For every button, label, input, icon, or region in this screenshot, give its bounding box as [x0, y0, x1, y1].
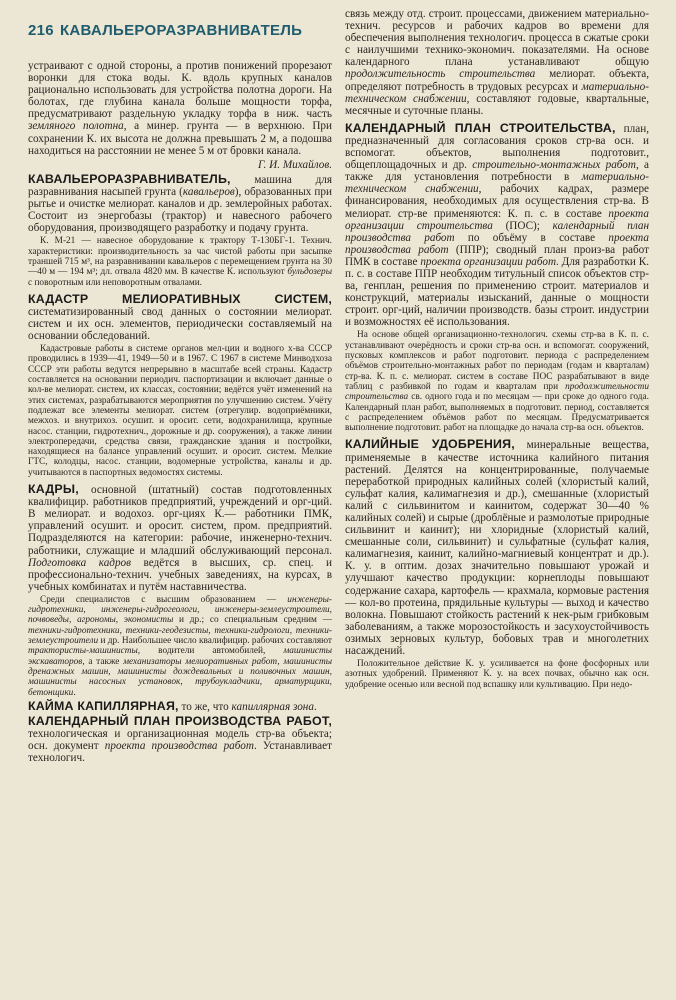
- entry-headword: КАДРЫ,: [28, 482, 79, 497]
- running-header: [28, 22, 302, 39]
- entry-kalendarny-plan-stroitelstva: КАЛЕНДАРНЫЙ ПЛАН СТРОИТЕЛЬСТВА, план, предназначенный для согласования сроков стр-ва осн. и вспомогат. объектов, выполнения подготовит., общеплощадочных и др. строительно-монтажных работ, а также для установления потребности в материально-техническом снабжении, рабочих кадрах, размере финансирования, необходимых для осуществления стр-ва. В мелиорат. стр-ве применяются: К. п. с. в составе проекта организации строительства (ПОС); календарный план производства работ по объёму в составе проекта производства работ (ППР); сводный план произ-ва работ ПМК в составе проекта организации работ. Для разработки К. п. с. в составе ППР необходим титульный список объектов стр-ва, генплан, решения по применению строит. материалов и конструкций, материалы изысканий, данные о мощности строит. орг-ций, наличии производств. базы строит. индустрии и возможностях её использования.: [345, 120, 649, 329]
- entry-kavalierorazravnivatel: КАВАЛЬЕРОРАЗРАВНИВАТЕЛЬ, машина для разравнивания насыпей грунта (кавальеров), образованных при рытье и очистке мелиорат. каналов и др. землеройных работах. Состоит из энергобазы (трактор) и навесного рабочего оборудования, производящего разработку и подачу грунта.: [28, 171, 332, 235]
- entry-small-text: На основе общей организационно-технологич. схемы стр-ва в К. п. с. устанавливают очерёдность и сроки стр-ва осн. и вспомогат. сооружений, пусковых комплексов и работ подготовит. периода с распределением объёмов строительно-монтажных работ по периодам (годам и кварталам) стр-ва. К. п. с. мелиорат. систем в составе ПОС разрабатывают в виде таблиц с разбивкой по годам и кварталам при продолжительности строительства св. одного года и по месяцам — при сроке до одного года. Календарный план работ, выполняемых в подготовит. период, составляется с распределением объёмов работ по месяцам. Предусматривается выполнение подготовит. работ на площадке до начала стр-ва осн. объектов.: [345, 330, 649, 434]
- entry-headword: КАЛИЙНЫЕ УДОБРЕНИЯ,: [345, 437, 515, 452]
- entry-kaliynye-udobreniya: КАЛИЙНЫЕ УДОБРЕНИЯ, минеральные вещества, применяемые в качестве источника калийного питания растений. Делятся на концентрированные, получаемые переработкой природных калийных солей (хлористый калий, сульфат калия, калимагнезия и др.), смешанные (хлористый калий с сильвинитом и каинитом, содержат 30—40 % калийных солей) и сырые (дроблёные и размолотые природные сильвинит и каинит); ни хлоридные (хлористый калий, смешанные соли, сильвинит) и сульфатные (сульфат калия, калимагнезия, каинит, калийно-магниевый концентрат и др.). К. у. в оптим. дозах значительно повышают урожай и улучшают качество продукции: корнеплоды повышают содержание сахара, картофель — крахмала, кормовые растения — кол-во протеина, прядильные культуры — выход и качество волокна. Повышают стойкость растений к нек-рым грибковым заболеваниям, а также морозостойкость и засухоустойчивость озимых зерновых культур, бобовых трав и многолетних насаждений.: [345, 437, 649, 657]
- entry-headword: КАЛЕНДАРНЫЙ ПЛАН ПРОИЗВОДСТВА РАБОТ,: [28, 713, 332, 728]
- entry-kaima-kapillyarnaya: КАЙМА КАПИЛЛЯРНАЯ, то же, что капиллярная зона.: [28, 698, 317, 713]
- entry-kalendarny-plan-proizvodstva-cont: связь между отд. строит. процессами, движением материально-технич. ресурсов и рабочих кадров во времени для обеспечения выполнения технологич. процесса в сжатые сроки с наилучшими технико-экономич. показателями. На основе календарного плана устанавливают общую продолжительность строительства мелиорат. объекта, определяют потребность в трудовых ресурсах и материально-техническом снабжении, составляют годовые, квартальные, месячные и суточные планы.: [345, 8, 649, 117]
- left-column: [28, 60, 332, 985]
- entry-kavalier-continuation: устраивают с одной стороны, а против понижений прорезают воронки для стока воды. К. вдоль крупных каналов рационально использовать для устройства полотна дороги. На болотах, где глубина канала больше мощности торфа, предусматривают раздельную укладку торфа в ниж. часть земляного полотна, а минер. грунта — в верхнюю. При сохранении К. их высота не должна превышать 2 м, а подошва находиться на расстоянии не менее 5 м от бровки канала.: [28, 60, 332, 157]
- entry-headword: КАЙМА КАПИЛЛЯРНАЯ,: [28, 698, 179, 713]
- entry-kalendarny-plan-proizvodstva: КАЛЕНДАРНЫЙ ПЛАН ПРОИЗВОДСТВА РАБОТ, технологическая и организационная модель стр-ва объекта; осн. документ проекта производства работ. Устанавливает технологич.: [28, 713, 332, 765]
- author-signature: Г. И. Михайлов.: [258, 158, 332, 171]
- running-title: КАВАЛЬЕРОРАЗРАВНИВАТЕЛЬ: [59, 22, 303, 39]
- entry-kadastr: КАДАСТР МЕЛИОРАТИВНЫХ СИСТЕМ, систематизированный свод данных о состоянии мелиорат. систем и их осн. элементов, периодически составляемый на основании обследований.: [28, 291, 332, 343]
- entry-headword: КАВАЛЬЕРОРАЗРАВНИВАТЕЛЬ,: [28, 171, 231, 186]
- entry-small-text: К. М-21 — навесное оборудование к трактору Т-130БГ-1. Технич. характеристики: производительность за час чистой работы при засыпке траншей 715 м³, на разравнивании кавальеров с перемещением грунта на 30—40 м — 194 м³; дл. отвала 4820 мм. В качестве К. используют бульдозеры с поворотным или неповоротным отвалами.: [28, 236, 332, 288]
- entry-headword: КАЛЕНДАРНЫЙ ПЛАН СТРОИТЕЛЬСТВА,: [345, 120, 616, 135]
- entry-small-text: Среди специалистов с высшим образованием — инженеры-гидротехники, инженеры-гидрогеологи, инженеры-землеустроители, почвоведы, агрономы, экономисты и др.; со специальным средним — техники-гидротехники, техники-геодезисты, техники-гидрологи, техники-землеустроители и др. Наибольшее число квалифицир. рабочих составляют трактористы-машинисты, водители автомобилей, машинисты экскаваторов, а также механизаторы мелиоративных работ, машинисты дренажных машин, машинисты дождевальных и поливочных машин, машинисты насосных установок, трубоукладчики, арматурщики, бетонщики.: [28, 594, 332, 698]
- entry-small-text: Положительное действие К. у. усиливается на фоне фосфорных или азотных удобрений. Применяют К. у. на всех почвах, обычно как осн. удобрение осенью или весной под вспашку или культивацию. При недо-: [345, 659, 649, 690]
- page-number: 216: [28, 22, 54, 39]
- entry-small-text: Кадастровые работы в системе органов мел-ции и водного х-ва СССР проводились в 1939—41, 1949—50 и в 1967. С 1967 в системе Минводхоза СССР эти работы ведутся непрерывно в масштабе всей страны. Кадастр составляется на основании периодич. паспортизации и включает данные о кол-ве мелиорат. систем, их классах, состоянии; ведётся учёт изменений на этих системах, разрабатываются мероприятия по улучшению систем. Учёту подлежат все элементы мелиорат. систем (отрегулир. водоприёмники, межхоз. и внутрихоз. осушит. и оросит. сети, водохранилища, крупные насос. станции, гидротехнич., дорожные и др. сооружения), а также линии электропередачи, средства связи, гражданские здания и постройки, находящиеся на балансе управлений осушит. и оросит. систем. Мелкие ГТС, колодцы, насос. станции, водомерные устройства, каналы и др. учитываются в паспортных ведомостях системы.: [28, 344, 332, 478]
- entry-headword: КАДАСТР МЕЛИОРАТИВНЫХ СИСТЕМ,: [28, 291, 332, 306]
- right-column: [345, 8, 649, 985]
- entry-kadry: КАДРЫ, основной (штатный) состав подготовленных квалифицир. работников предприятий, учреждений и орг-ций. В мелиорат. и водохоз. орг-циях К.— работники ПМК, управлений осушит. и оросит. систем, пром. предприятий. Подразделяются на категории: рабочие, инженерно-технич. работники, служащие и младший обслуживающий персонал. Подготовка кадров ведётся в высших, ср. спец. и профессионально-технич. учебных заведениях, на курсах, в учебных комбинатах и путём наставничества.: [28, 482, 332, 593]
